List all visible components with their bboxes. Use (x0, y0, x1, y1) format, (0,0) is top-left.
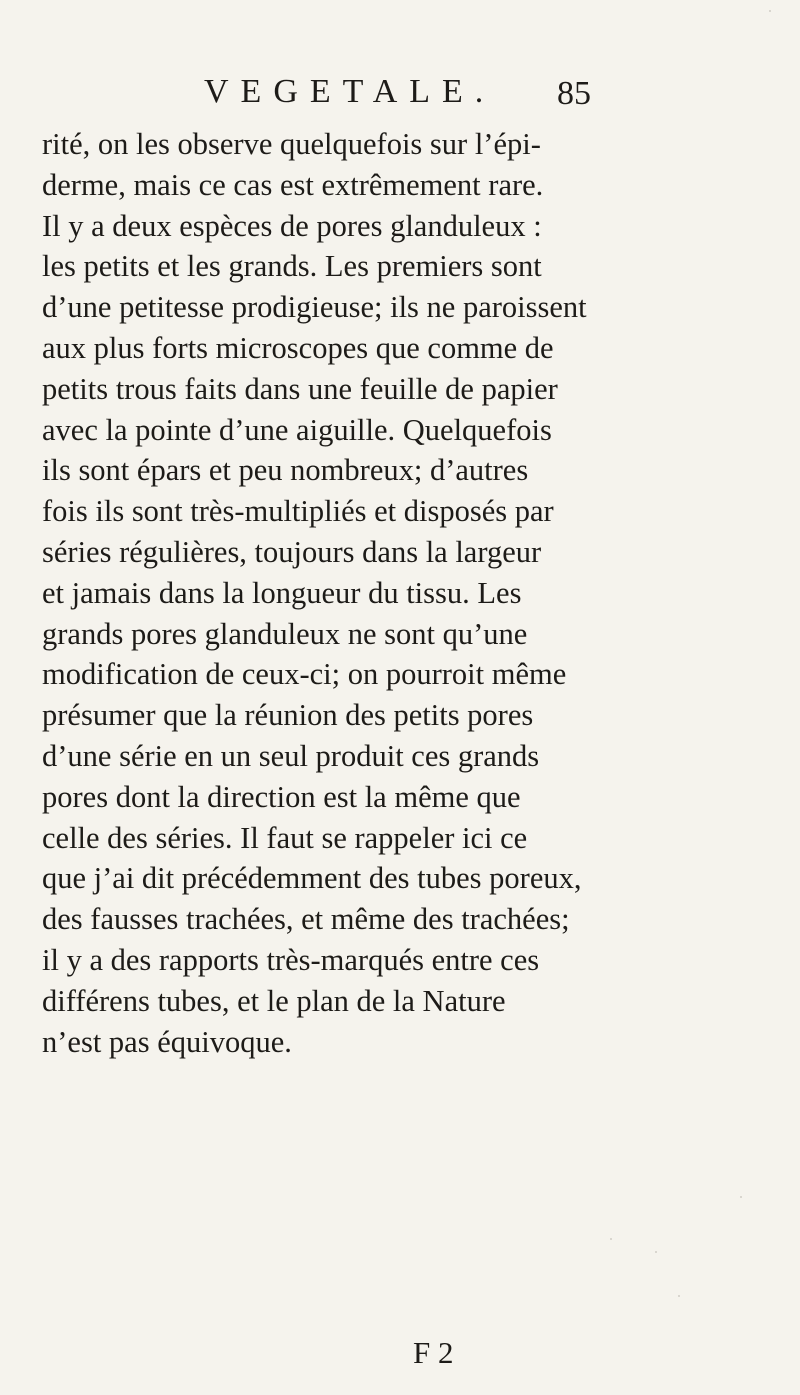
text-line: des fausses trachées, et même des trachées; (42, 902, 570, 937)
text-line: différens tubes, et le plan de la Nature (42, 983, 506, 1018)
text-line: d’une petitesse prodigieuse; ils ne paroissent (42, 290, 587, 325)
text-line: présumer que la réunion des petits pores (42, 698, 534, 733)
paper-speck (678, 1295, 680, 1297)
body-text (42, 124, 772, 1062)
signature-mark: F 2 (413, 1335, 454, 1370)
paper-speck (769, 10, 771, 12)
text-line: pores dont la direction est la même que (42, 779, 521, 814)
text-line: les petits et les grands. Les premiers sont (42, 249, 542, 284)
text-line: que j’ai dit précédemment des tubes poreux, (42, 861, 582, 896)
text-line: il y a des rapports très-marqués entre ces (42, 942, 540, 977)
text-line: séries régulières, toujours dans la largeur (42, 534, 542, 569)
paper-speck (655, 1251, 657, 1253)
text-line: modification de ceux-ci; on pourroit même (42, 657, 567, 692)
text-line: celle des séries. Il faut se rappeler ici ce (42, 820, 528, 855)
text-line: derme, mais ce cas est extrêmement rare. (42, 167, 544, 202)
running-head (204, 64, 724, 124)
text-line: avec la pointe d’une aiguille. Quelquefois (42, 412, 552, 447)
text-line: aux plus forts microscopes que comme de (42, 330, 554, 365)
text-line: petits trous faits dans une feuille de papier (42, 371, 558, 406)
text-line: d’une série en un seul produit ces grands (42, 738, 540, 773)
running-title: VEGETALE. (204, 73, 496, 110)
text-line: n’est pas équivoque. (42, 1024, 292, 1059)
text-line: ils sont épars et peu nombreux; d’autres (42, 453, 529, 488)
paper-speck (740, 1196, 742, 1198)
text-line: et jamais dans la longueur du tissu. Les (42, 575, 522, 610)
paper-speck (610, 1238, 612, 1240)
text-line: rité, on les observe quelquefois sur l’épi- (42, 127, 541, 161)
text-line: Il y a deux espèces de pores glanduleux : (42, 208, 542, 243)
page-number: 85 (557, 75, 591, 112)
text-line: fois ils sont très-multipliés et disposés par (42, 494, 554, 529)
text-line: grands pores glanduleux ne sont qu’une (42, 616, 528, 651)
